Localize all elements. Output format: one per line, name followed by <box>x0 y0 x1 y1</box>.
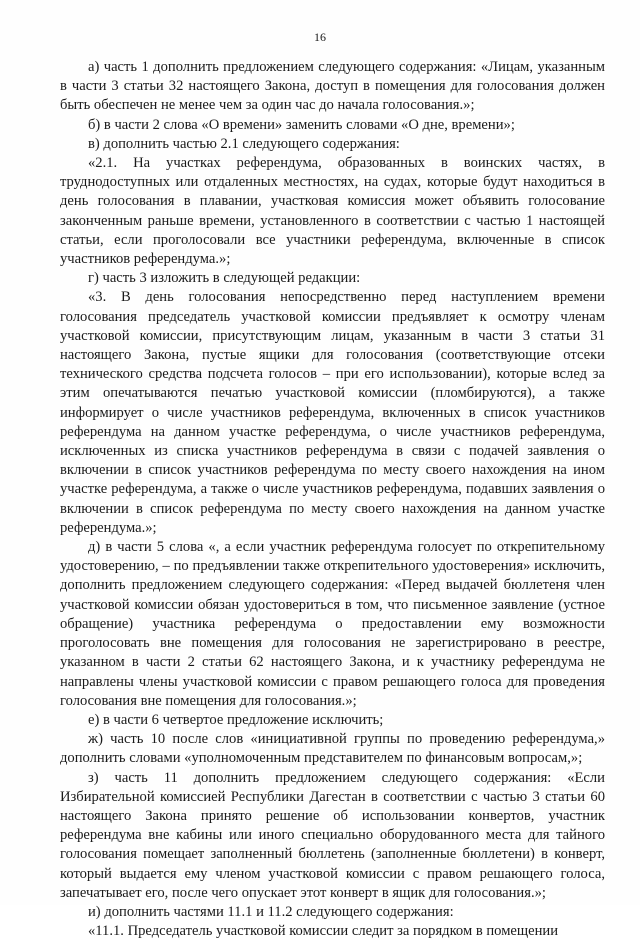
paragraph-2-1: «2.1. На участках референдума, образованных в воинских частях, в труднодоступных или отдаленных местностях, на судах, которые будут находиться в день голосования в плавании, участковая комиссия может объявить голосование законченным раньше времени, установленного в соответствии с частью 1 настоящей статьи, если проголосовали все участники референдума, включенные в список участников референдума.»; <box>60 155 605 268</box>
paragraph-b: б) в части 2 слова «О времени» заменить словами «О дне, времени»; <box>88 116 515 133</box>
paragraph-i: и) дополнить частями 11.1 и 11.2 следующего содержания: <box>88 903 454 920</box>
paragraph-v: в) дополнить частью 2.1 следующего содержания: <box>88 135 400 152</box>
paragraph-11-1: «11.1. Председатель участковой комиссии следит за порядком в помещении <box>88 923 559 940</box>
document-body <box>60 58 605 941</box>
paragraph-z: з) часть 11 дополнить предложением следующего содержания: «Если Избирательной комиссией Республики Дагестан в соответствии с частью 3 статьи 60 настоящего Закона принято решение об использовании конвертов, участник референдума вне кабины или иного специально оборудованного места для тайного голосования помещает заполненный бюллетень (заполненные бюллетени) в конверт, который выдается ему членом участковой комиссии с правом решающего голоса, запечатывает его, после чего опускает этот конверт в ящик для голосования.»; <box>60 769 605 901</box>
paragraph-a: а) часть 1 дополнить предложением следующего содержания: «Лицам, указанным в части 3 статьи 32 настоящего Закона, доступ в помещения для голосования должен быть обеспечен не менее чем за один час до начала голосования.»; <box>60 59 605 114</box>
paragraph-3: «3. В день голосования непосредственно перед наступлением времени голосования председатель участковой комиссии предъявляет к осмотру членам участковой комиссии, присутствующим лицам, указанным в части 3 статьи 31 настоящего Закона, пустые ящики для голосования (соответствующие отсеки технического средства подсчета голосов – при его использовании), которые вслед за этим опечатываются печатью участковой комиссии (пломбируются), а также информирует о числе участников референдума, включенных в список участников референдума на данном участке референдума, о числе участников референдума, исключенных из списка участников референдума в связи с подачей заявления о включении в список участников референдума по месту своего нахождения на ином участке референдума, а также о числе участников референдума, подавших заявления о включении в список референдума по месту своего нахождения на данном участке референдума.»; <box>60 289 605 536</box>
paragraph-zh: ж) часть 10 после слов «инициативной группы по проведению референдума,» дополнить словами «уполномоченным представителем по финансовым вопросам,»; <box>60 731 605 767</box>
paragraph-g: г) часть 3 изложить в следующей редакции: <box>88 270 361 287</box>
paragraph-e: е) в части 6 четвертое предложение исключить; <box>88 711 384 728</box>
paragraph-d: д) в части 5 слова «, а если участник референдума голосует по открепительному удостоверению, – по предъявлении также открепительного удостоверения» исключить, дополнить предложением следующего содержания: «Перед выдачей бюллетеня член участковой комиссии обязан удостовериться в том, что письменное заявление (устное обращение) участника референдума о предоставлении ему возможности проголосовать вне помещения для голосования не зарегистрировано в реестре, указанном в части 2 статьи 62 настоящего Закона, и к участнику референдума не направлены члены участковой комиссии с правом решающего голоса для проведения голосования вне помещения для голосования.»; <box>60 539 605 709</box>
page-number: 16 <box>314 30 326 44</box>
